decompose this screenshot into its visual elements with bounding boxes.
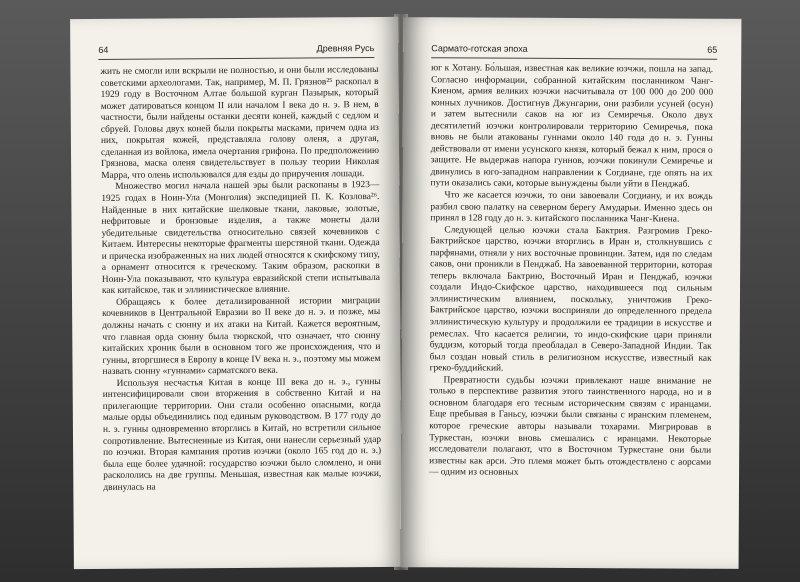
right-paragraph-3: Следующей целью юэчжи стала Бактрия. Разгромив Греко-Бактрийское царство, юэчжи вторглись в Иран и, столкнувшись с парфянами, отняли у них восточные провинции. Затем, идя по следам саков, они проникли в Пенджаб. На завоеванной территории, которая теперь включала Бактрию, Восточный Иран и Пенджаб, юэчжи создали Индо-Скифское царство, находившееся под сильным эллинистическим влиянием, поскольку, уничтожив Греко-Бактрийское царство, юэчжи восприняли до определенного предела эллинистическую культуру и продолжили ее традиции в искусстве и ремеслах. Что касается религии, то индо-скифские цари приняли буддизм, который тогда преобладал в Северо-Западной Индии. Так был создан новый стиль в религиозном искусстве, известный как греко-буддийский.: [429, 224, 713, 374]
left-running-header: [98, 43, 374, 60]
right-page-number: 65: [707, 44, 718, 55]
left-page: [70, 17, 402, 569]
left-paragraph-1: жить не смогли или вскрыли не полностью, и они были исследованы советскими археологами. Так, например, М. П. Грязнов²⁵ раскопал в 1929 году в Восточном Алтае большой курган Пазырык, который может датироваться концом II или началом I века до н. э. В нем, в частности, были найдены останки десяти коней, каждый с седлом и сбруей. Головы двух коней были покрыты масками, причем одна из них, покрытая кожей, представляла голову оленя, а другая, сделанная из войлока, имела очертания грифона. По предположению Грязнова, маска оленя свидетельствует в пользу теории Николая Марра, что олень использовался для езды до приручения лошади.: [100, 65, 380, 181]
right-running-header: [431, 43, 717, 59]
right-page: [401, 17, 742, 569]
right-running-title: Сармато-готская эпоха: [431, 43, 528, 54]
left-paragraph-3: Обращаясь к более детализированной истории миграции кочевников в Центральной Евразии во II веке до н. э. и позже, мы должны начать с сюнну и их атаки на Китай. Кажется вероятным, что главная орда сюнну была тюркской, что означает, что сюнну китайских хроник были в основном того же происхождения, что и гунны, вторгшиеся в Европу в конце IV века н. э., поэтому мы можем назвать сюнну «гуннами» сарматского века.: [102, 295, 381, 378]
left-running-title: Древняя Русь: [316, 43, 375, 54]
left-page-number: 64: [98, 44, 109, 55]
left-body-text: [100, 65, 381, 559]
right-body-text: [429, 63, 714, 558]
right-paragraph-4: Превратности судьбы юэчжи привлекают наше внимание не только в перспективе развития этого таинственного народа, но и в основном благодаря его тесным историческим связям с иранцами. Еще пребывая в Ганьсу, юэчжи были связаны с иранским племенем, которое греческие авторы называли тохарами. Мигрировав в Туркестан, юэчжи вновь смешались с иранцами. Некоторые исследователи полагают, что в Восточном Туркестане они были известны как арси. Это племя может быть отождествлено с аорсами — одним из основных: [429, 375, 712, 478]
left-paragraph-4: Используя несчастья Китая в конце III века до н. э., гунны интенсифицировали свои вторжения в собственно Китай и на прилегающие территории. Они стали особенно опасными, когда малые орды объединились под единым руководством. В 177 году до н. э. гунны одновременно вторглись в Китай, но встретили сильное сопротивление. Вытесненные из Китая, они нанесли серьезный удар по юэчжи. Вторая кампания против юэчжи (около 165 год до н. э.) была еще более удачной: государство юэчжи было сломлено, и они раскололись на две группы. Меньшая, известная как малые юэчжи, двинулась на: [102, 376, 382, 493]
right-paragraph-1: юг к Хотану. Бо́льшая, известная как великие юэчжи, пошла на запад. Согласно информации, собранной китайским посланником Чанг-Киеном, армия великих юэчжи насчитывала от 100 000 до 200 000 конных лучников. Достигнув Джунгарии, они разбили усуней (осун) и затем вытеснили саков на юг из Семиречья. Около двух десятилетий юэчжи контролировали территорию Семиречья, пока вновь не были атакованы гуннами около 140 года до н. э. Гунны действовали от имени усунского князя, который бежал к ним, прося о защите. Не выдержав напора гуннов, юэчжи покинули Семиречье и двинулись в юго-западном направлении к Согдиане, где опять на их пути оказались саки, которые вынуждены были уйти в Пенджаб.: [430, 63, 714, 191]
right-paragraph-2: Что же касается юэчжи, то они завоевали Согдиану, и их вождь разбил свою палатку на северном берегу Амударьи. Именно здесь он принял в 128 году до н. э. китайского посланника Чанг-Киена.: [430, 190, 713, 225]
left-paragraph-2: Множество могил начала нашей эры были раскопаны в 1923—1925 годах в Ноин-Ула (Монголия) экспедицией П. К. Козлова²⁶. Найденные в них китайские шелковые ткани, лаковые, золотые, нефритовые и бронзовые изделия, а также монеты дали убедительные свидетельства относительно связей кочевников с Китаем. Интересны некоторые фрагменты шерстяной ткани. Одежда и прическа изображенных на них людей относятся к скифскому типу, а орнамент относится к греческому. Таким образом, раскопки в Ноин-Ула показывают, что культура евразийской степи испытывала как китайское, так и эллинистическое влияние.: [101, 180, 380, 297]
